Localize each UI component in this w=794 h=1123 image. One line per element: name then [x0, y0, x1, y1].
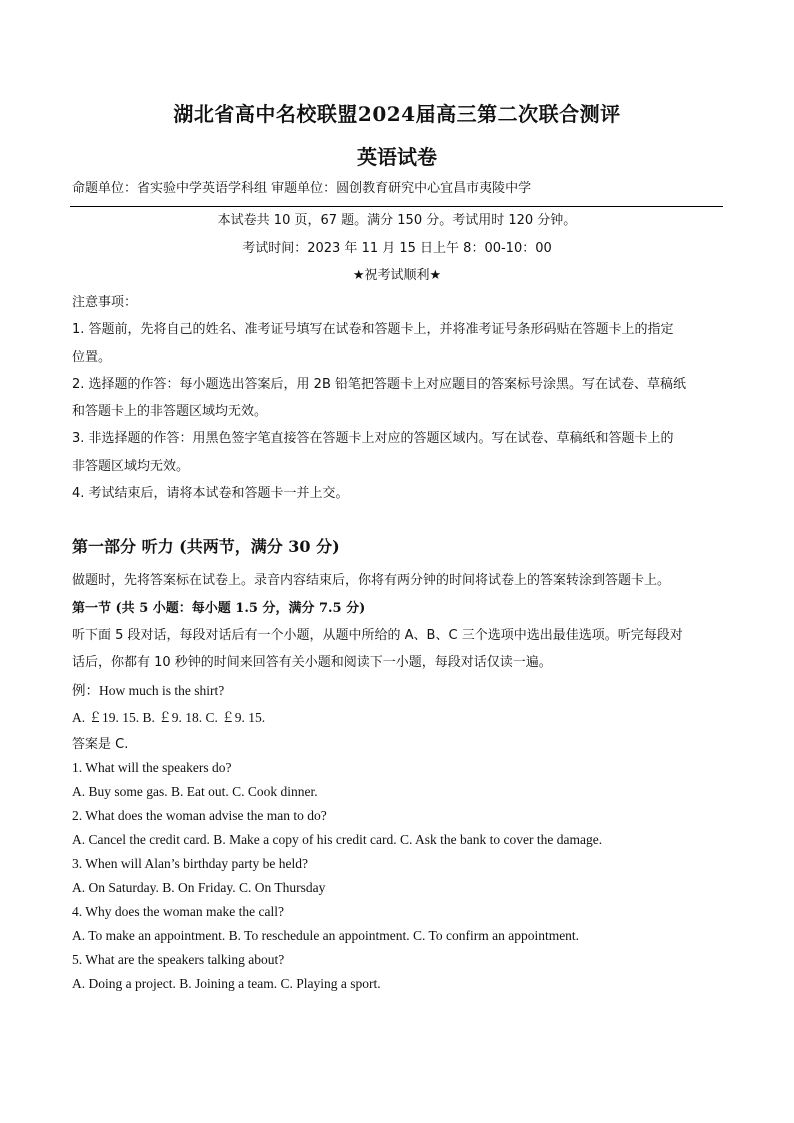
exam-title: 湖北省高中名校联盟2024届高三第二次联合测评 — [173, 102, 621, 126]
section1-instruction-line-2: 话后，你都有 10 秒钟的时间来回答有关小题和阅读下一小题，每段对话仅读一遍。 — [72, 655, 552, 670]
question-5: 5. What are the speakers talking about? — [72, 952, 285, 967]
section1-instruction-line-1: 听下面 5 段对话，每段对话后有一个小题，从题中所给的 A、B、C 三个选项中选出最佳选项。听完每段对 — [72, 628, 683, 643]
question-4: 4. Why does the woman make the call? — [72, 904, 284, 919]
part1-instruction: 做题时，先将答案标在试卷上。录音内容结束后，你将有两分钟的时间将试卷上的答案转涂到答题卡上。 — [72, 573, 671, 588]
example-options: A. ￡19. 15. B. ￡9. 18. C. ￡9. 15. — [72, 710, 266, 725]
header-divider — [70, 206, 723, 207]
notes-heading: 注意事项： — [72, 295, 138, 310]
note-2-line-2: 和答题卡上的非答题区域均无效。 — [72, 404, 268, 419]
exam-info-pages: 本试卷共 10 页，67 题。满分 150 分。考试用时 120 分钟。 — [217, 213, 577, 228]
question-2-options: A. Cancel the credit card. B. Make a copy of his credit card. C. Ask the bank to cover the damage. — [72, 832, 603, 847]
question-1-options: A. Buy some gas. B. Eat out. C. Cook dinner. — [72, 784, 318, 799]
question-1: 1. What will the speakers do? — [72, 760, 232, 775]
exam-subtitle: 英语试卷 — [357, 145, 437, 169]
note-2-line-1: 2. 选择题的作答：每小题选出答案后，用 2B 铅笔把答题卡上对应题目的答案标号涂黑。写在试卷、草稿纸 — [72, 377, 686, 392]
authoring-units: 命题单位：省实验中学英语学科组 审题单位：圆创教育研究中心宜昌市夷陵中学 — [72, 181, 532, 196]
question-4-options: A. To make an appointment. B. To reschedule an appointment. C. To confirm an appointment. — [72, 928, 580, 943]
note-3-line-1: 3. 非选择题的作答：用黑色签字笔直接答在答题卡上对应的答题区域内。写在试卷、草稿纸和答题卡上的 — [72, 431, 674, 446]
note-1-line-1: 1. 答题前，先将自己的姓名、准考证号填写在试卷和答题卡上，并将准考证号条形码贴在答题卡上的指定 — [72, 322, 674, 337]
question-2: 2. What does the woman advise the man to do? — [72, 808, 327, 823]
note-1-line-2: 位置。 — [72, 350, 112, 365]
exam-info-time: 考试时间：2023 年 11 月 15 日上午 8：00-10：00 — [242, 241, 552, 256]
note-3-line-2: 非答题区域均无效。 — [72, 459, 190, 474]
question-5-options: A. Doing a project. B. Joining a team. C. Playing a sport. — [72, 976, 381, 991]
section1-heading: 第一节 (共 5 小题：每小题 1.5 分，满分 7.5 分) — [72, 601, 366, 616]
exam-info-wish: ★祝考试顺利★ — [352, 268, 442, 283]
note-4: 4. 考试结束后，请将本试卷和答题卡一并上交。 — [72, 486, 349, 501]
example-answer: 答案是 C. — [72, 737, 129, 752]
example-question: 例：How much is the shirt? — [72, 683, 225, 698]
question-3: 3. When will Alan’s birthday party be held? — [72, 856, 308, 871]
part1-heading: 第一部分 听力 (共两节，满分 30 分) — [72, 537, 340, 556]
question-3-options: A. On Saturday. B. On Friday. C. On Thursday — [72, 880, 326, 895]
